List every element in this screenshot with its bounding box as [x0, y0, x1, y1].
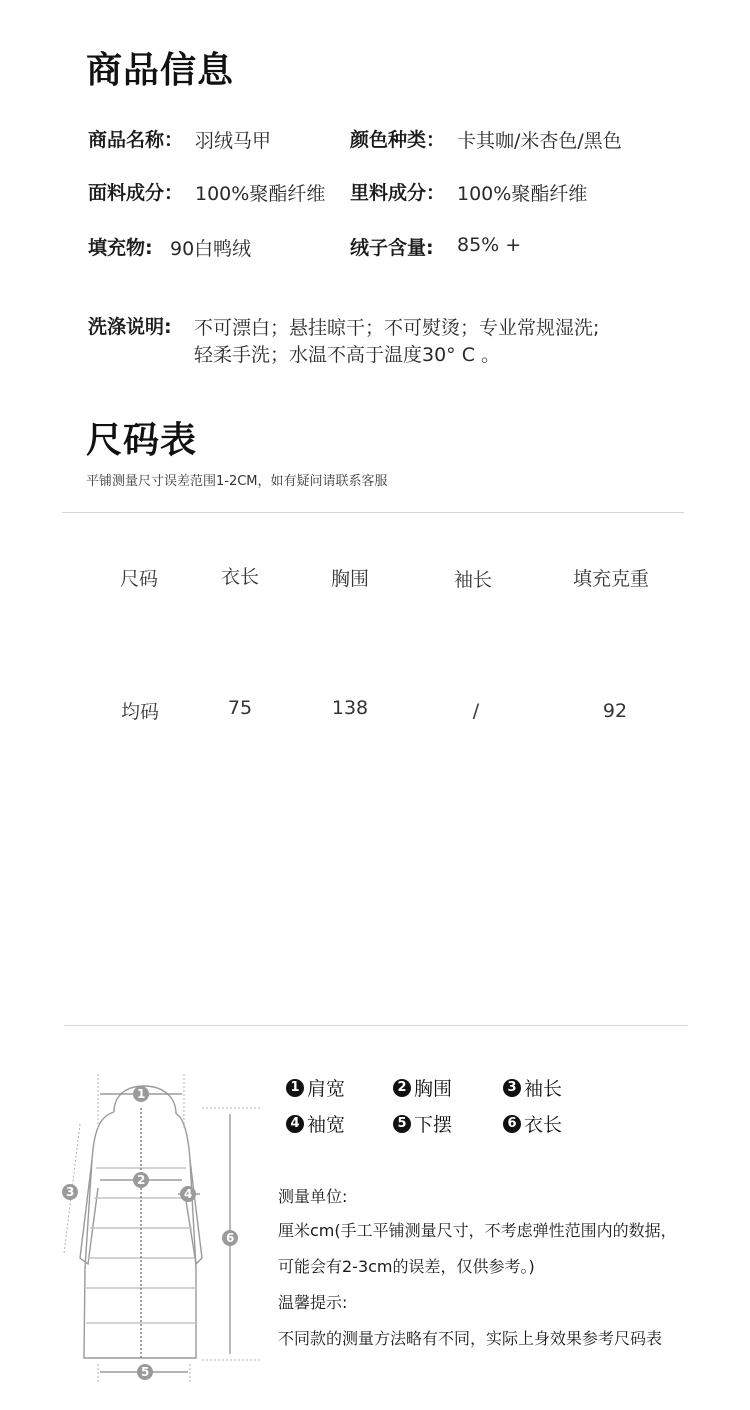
header-size: 尺码	[119, 568, 158, 590]
legend-item-sleeve-length	[503, 1074, 562, 1101]
wash-line-2: 轻柔手洗；水温不高于温度30° C 。	[194, 344, 501, 366]
unit-line-2: 可能会有2-3cm的误差，仅供参考。)	[278, 1257, 535, 1276]
legend-number-2: 2	[393, 1079, 411, 1097]
filling-value: 90白鸭绒	[170, 238, 252, 260]
svg-text:4: 4	[184, 1187, 193, 1201]
fabric-value: 100%聚酯纤维	[195, 183, 326, 205]
svg-text:3: 3	[66, 1185, 75, 1199]
cell-length: 75	[227, 697, 253, 719]
svg-text:2: 2	[137, 1173, 146, 1187]
product-info-title: 商品信息	[86, 50, 235, 91]
filling-label: 填充物:	[88, 237, 153, 259]
divider-bottom	[64, 1025, 688, 1026]
down-label: 绒子含量:	[350, 237, 434, 259]
legend-number-6: 6	[503, 1115, 521, 1133]
cell-fill-weight: 92	[602, 700, 628, 722]
svg-text:6: 6	[226, 1231, 235, 1245]
legend-number-3: 3	[503, 1079, 521, 1097]
header-chest: 胸围	[330, 568, 369, 590]
legend-number-4: 4	[286, 1115, 304, 1133]
cell-size: 均码	[120, 701, 159, 723]
unit-line-1: 厘米cm(手工平铺测量尺寸，不考虑弹性范围内的数据，	[278, 1221, 677, 1240]
legend-item-chest	[393, 1074, 452, 1101]
size-chart-title: 尺码表	[86, 420, 198, 461]
name-value: 羽绒马甲	[195, 130, 272, 152]
down-value: 85% +	[457, 234, 522, 256]
divider-top	[62, 512, 684, 513]
header-fill-weight: 填充克重	[572, 568, 649, 590]
header-length: 衣长	[220, 566, 259, 588]
svg-text:5: 5	[141, 1365, 150, 1379]
fabric-label: 面料成分：	[88, 182, 184, 204]
wash-line-1: 不可漂白；悬挂晾干；不可熨烫；专业常规湿洗;	[194, 317, 600, 339]
wash-label: 洗涤说明:	[88, 316, 172, 338]
legend-item-length	[503, 1110, 562, 1137]
tip-title: 温馨提示:	[278, 1293, 348, 1312]
name-label: 商品名称：	[88, 129, 184, 151]
legend-label-sleeve-width: 袖宽	[307, 1114, 346, 1136]
legend-label-hem: 下摆	[414, 1114, 453, 1136]
legend-number-5: 5	[393, 1115, 411, 1133]
header-sleeve: 袖长	[453, 569, 492, 591]
garment-measurement-diagram	[50, 1068, 270, 1388]
lining-label: 里料成分：	[350, 182, 446, 204]
color-label: 颜色种类：	[350, 129, 446, 151]
legend-label-length: 衣长	[524, 1114, 563, 1136]
tip-line: 不同款的测量方法略有不同，实际上身效果参考尺码表	[278, 1329, 663, 1348]
svg-text:1: 1	[137, 1087, 146, 1101]
unit-title: 测量单位:	[278, 1187, 348, 1206]
lining-value: 100%聚酯纤维	[457, 183, 588, 205]
legend-label-shoulder: 肩宽	[307, 1078, 346, 1100]
size-chart-subtitle: 平铺测量尺寸误差范围1-2CM，如有疑问请联系客服	[86, 474, 388, 489]
cell-sleeve: /	[472, 700, 480, 722]
legend-item-hem	[393, 1110, 452, 1137]
legend-label-sleeve-length: 袖长	[524, 1078, 563, 1100]
cell-chest: 138	[331, 697, 369, 719]
legend-item-sleeve-width	[286, 1110, 345, 1137]
legend-number-1: 1	[286, 1079, 304, 1097]
legend-label-chest: 胸围	[414, 1078, 453, 1100]
legend-item-shoulder	[286, 1074, 345, 1101]
color-value: 卡其咖/米杏色/黑色	[457, 130, 622, 152]
